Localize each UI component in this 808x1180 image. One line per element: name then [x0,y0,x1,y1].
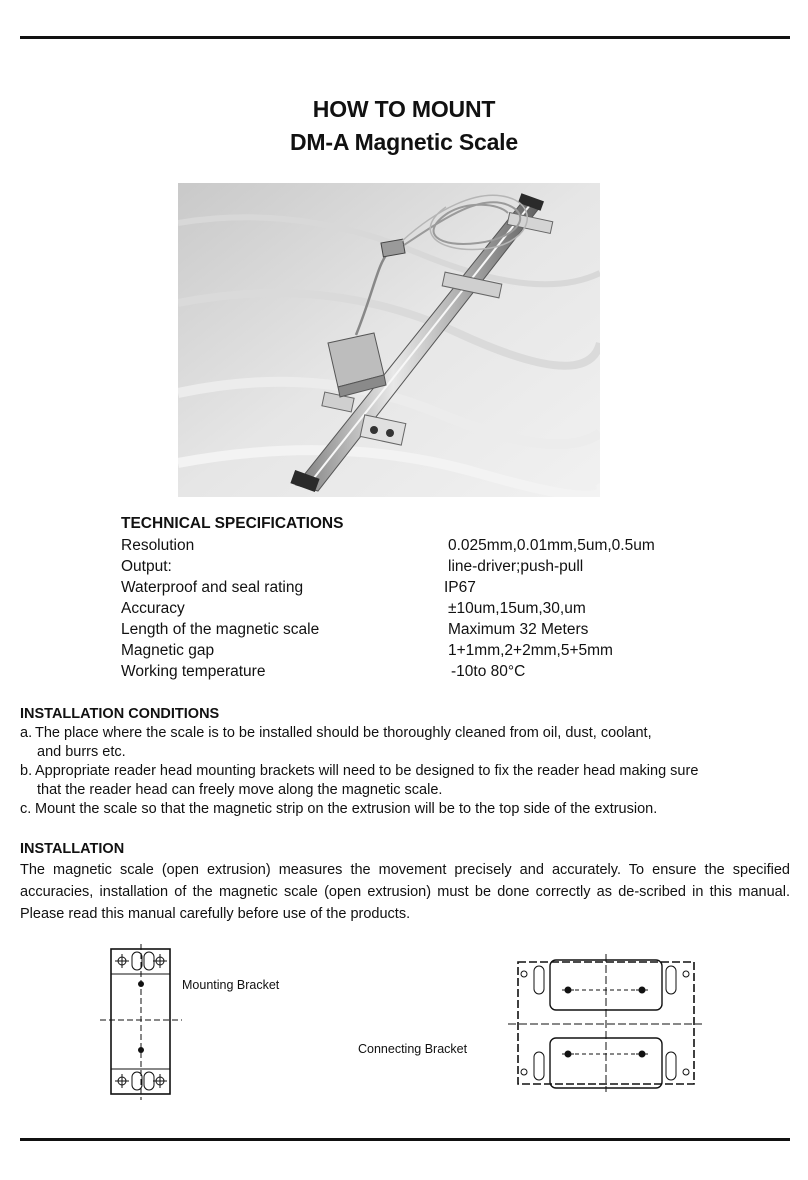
condition-mark: b. [20,763,33,779]
connecting-bracket-label: Connecting Bracket [358,1042,468,1056]
top-rule [20,36,790,39]
spec-row [121,640,721,661]
spec-label: Accuracy [121,600,185,617]
page-title-line2: DM-A Magnetic Scale [290,129,518,155]
mounting-bracket-label: Mounting Bracket [182,978,280,992]
spec-row [121,577,721,598]
spec-value: 1+1mm,2+2mm,5+5mm [448,642,613,659]
condition-line: Appropriate reader head mounting brackets will need to be designed to fix the reader head making sure [35,763,699,779]
spec-label: Waterproof and seal rating [121,579,304,596]
condition-item [20,800,790,819]
condition-line: that the reader head can freely move along the magnetic scale. [37,782,443,798]
spec-row [121,661,721,682]
spec-value: -10to 80°C [451,663,526,680]
spec-label: Length of the magnetic scale [121,621,320,638]
spec-row [121,598,721,619]
condition-line: and burrs etc. [37,744,126,760]
technical-specifications [121,513,721,682]
page-title-line1: HOW TO MOUNT [312,96,496,122]
condition-line: The place where the scale is to be installed should be thoroughly cleaned from oil, dust, coolant, [35,725,652,741]
spec-value: ±10um,15um,30,um [448,600,586,617]
installation-conditions [20,705,790,819]
spec-row [121,535,721,556]
bottom-rule [20,1138,790,1141]
installation-heading: INSTALLATION [20,841,125,857]
condition-mark: a. [20,725,33,741]
spec-label: Magnetic gap [121,642,215,659]
condition-mark: c. [20,801,32,817]
condition-item [20,724,790,762]
installation-body: The magnetic scale (open extrusion) measures the movement precisely and accurately. To ensure the specified accuracies, installation of the magnetic scale (open extrusion) must be done correctly as de-scribed in this manual. Please read this manual carefully before use of the products. [20,862,790,922]
spec-label: Output: [121,558,172,575]
specs-heading: TECHNICAL SPECIFICATIONS [121,515,344,532]
spec-row [121,556,721,577]
spec-value: line-driver;push-pull [448,558,584,575]
connecting-bracket-drawing [508,954,702,1097]
spec-label: Resolution [121,537,195,554]
condition-item [20,762,790,800]
spec-value: IP67 [444,579,476,596]
mounting-bracket-drawing [100,944,190,1105]
spec-value: 0.025mm,0.01mm,5um,0.5um [448,537,655,554]
spec-row [121,619,721,640]
magnetic-scale-photo [178,183,600,497]
installation [20,840,790,925]
condition-line: Mount the scale so that the magnetic strip on the extrusion will be to the top side of the extrusion. [35,801,658,817]
spec-label: Working temperature [121,663,266,680]
conditions-heading: INSTALLATION CONDITIONS [20,706,220,722]
spec-value: Maximum 32 Meters [448,621,589,638]
